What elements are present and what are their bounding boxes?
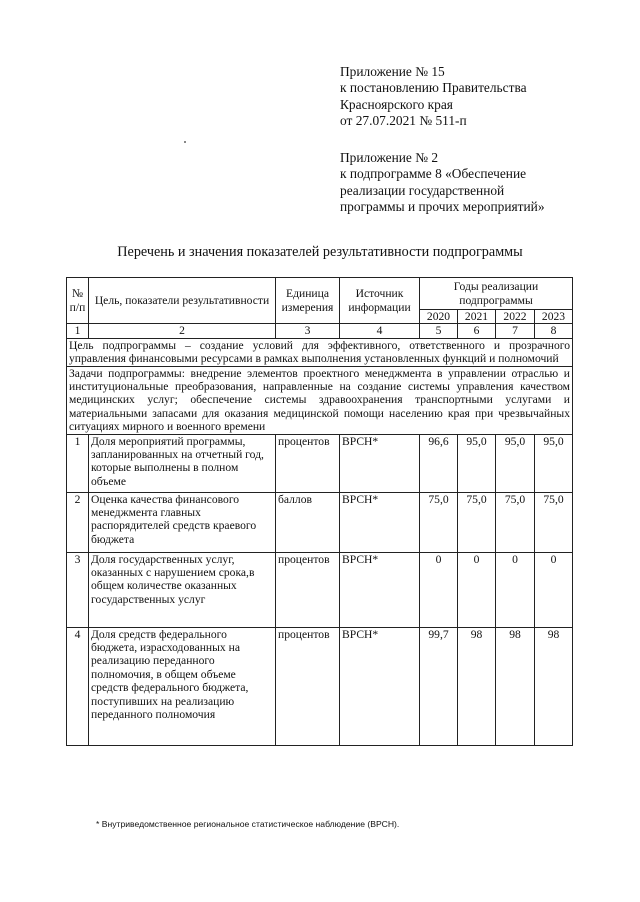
value-cell: 0 [420,552,458,627]
appendix-2-line: программы и прочих мероприятий» [340,199,545,215]
header-year: 2020 [420,310,458,324]
indicator-source: ВРСН* [340,552,420,627]
value-cell: 75,0 [458,492,496,552]
value-cell: 75,0 [420,492,458,552]
header-source: Источник информации [340,278,420,324]
header-year: 2021 [458,310,496,324]
goal-text: Цель подпрограммы – создание условий для эффективного, ответственного и прозрачного управления финансовыми ресурсами в рамках выполнения установленных функций и полномочий [67,338,573,366]
value-cell: 75,0 [535,492,573,552]
value-cell: 99,7 [420,627,458,745]
value-cell: 98 [535,627,573,745]
header-name: Цель, показатели результативности [89,278,276,324]
column-number: 6 [458,324,496,338]
indicator-unit: процентов [276,627,340,745]
indicators-table [66,277,573,746]
appendix-2-line: реализации государственной [340,182,505,198]
header-unit: Единица измерения [276,278,340,324]
indicator-name: Оценка качества финансового менеджмента главных распорядителей средств краевого бюджета [89,492,276,552]
tasks-text: Задачи подпрограммы: внедрение элементов проектного менеджмента в управлении отраслью и институциональные преобразования, направленные на создание системы управления качеством медицинских услуг; обеспечение системы здравоохранения транспортными услугами и материальными запасами для оказания медицинской помощи населению края при чрезвычайных ситуациях мирного и военного времени [67,366,573,434]
footnote: * Внутриведомственное региональное статистическое наблюдение (ВРСН). [96,819,400,829]
document-title: Перечень и значения показателей результативности подпрограммы [117,244,523,260]
value-cell: 95,0 [496,434,535,492]
indicator-source: ВРСН* [340,627,420,745]
row-number: 1 [67,434,89,492]
value-cell: 0 [496,552,535,627]
tasks-row [67,366,573,434]
indicator-source: ВРСН* [340,492,420,552]
value-cell: 0 [458,552,496,627]
indicator-name: Доля мероприятий программы, запланированных на отчетный год, которые выполнены в полном объеме [89,434,276,492]
column-number: 8 [535,324,573,338]
appendix-2-header [340,150,545,216]
column-number: 5 [420,324,458,338]
row-number: 2 [67,492,89,552]
scan-speck [184,141,186,143]
indicator-unit: баллов [276,492,340,552]
value-cell: 96,6 [420,434,458,492]
appendix-15-line: Красноярского края [340,96,453,112]
value-cell: 95,0 [458,434,496,492]
indicator-unit: процентов [276,552,340,627]
table-row [67,552,573,627]
table-row [67,492,573,552]
table-row [67,627,573,745]
appendix-15-line: к постановлению Правительства [340,80,527,96]
column-number: 2 [89,324,276,338]
value-cell: 75,0 [496,492,535,552]
row-number: 4 [67,627,89,745]
indicator-unit: процентов [276,434,340,492]
appendix-2-line: Приложение № 2 [340,150,439,165]
header-no: № п/п [67,278,89,324]
goal-row [67,338,573,366]
header-row [67,278,573,310]
value-cell: 95,0 [535,434,573,492]
value-cell: 98 [458,627,496,745]
column-number: 4 [340,324,420,338]
appendix-15-line: от 27.07.2021 № 511-п [340,113,467,129]
appendix-2-line: к подпрограмме 8 «Обеспечение [340,166,527,182]
column-number-row [67,324,573,338]
appendix-15-line: Приложение № 15 [340,64,445,79]
header-year: 2023 [535,310,573,324]
column-number: 3 [276,324,340,338]
value-cell: 98 [496,627,535,745]
value-cell: 0 [535,552,573,627]
column-number: 1 [67,324,89,338]
column-number: 7 [496,324,535,338]
indicator-name: Доля государственных услуг, оказанных с нарушением срока,в общем количестве оказанных государственных услуг [89,552,276,627]
header-year: 2022 [496,310,535,324]
appendix-15-header [340,64,527,130]
indicator-source: ВРСН* [340,434,420,492]
indicator-name: Доля средств федерального бюджета, израсходованных на реализацию переданного полномочия, в общем объеме средств федерального бюджета, поступивших на реализацию переданного полномочия [89,627,276,745]
row-number: 3 [67,552,89,627]
header-years-group: Годы реализации подпрограммы [420,278,573,310]
table-row [67,434,573,492]
